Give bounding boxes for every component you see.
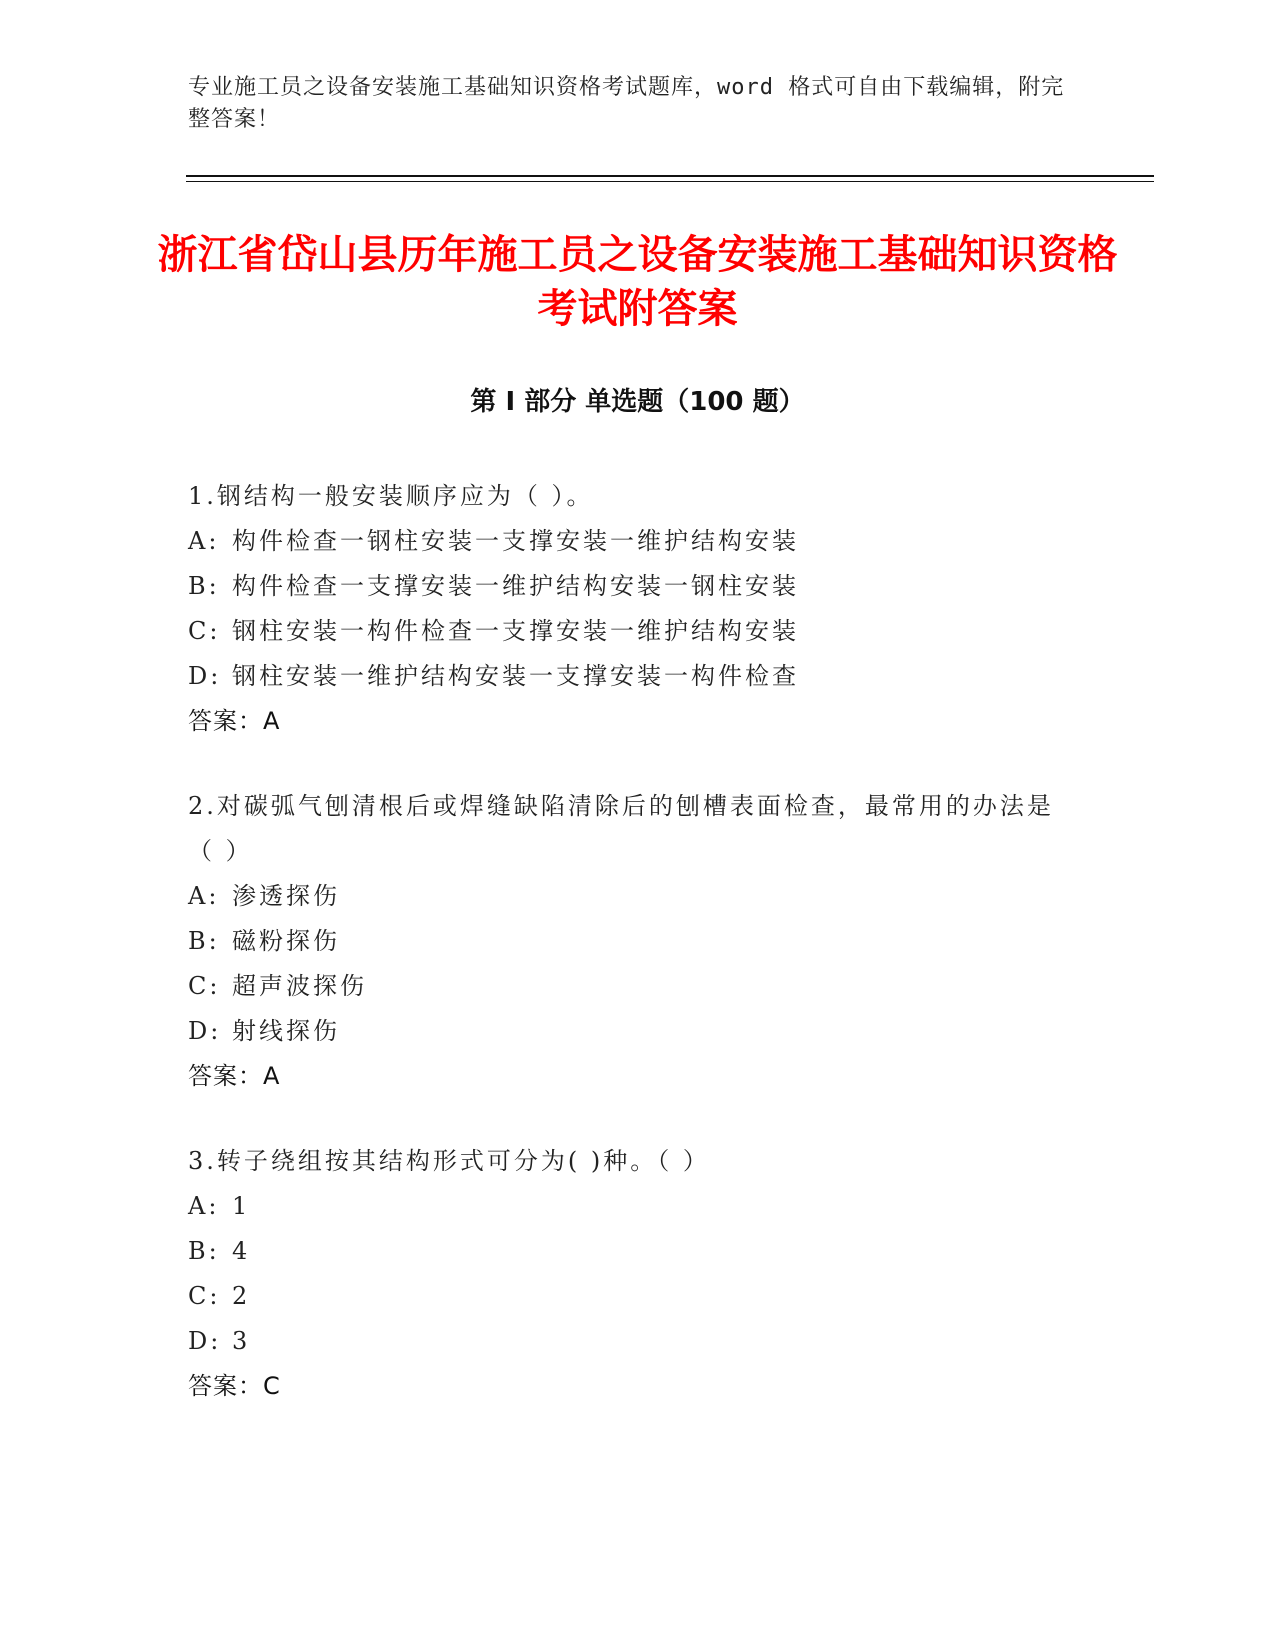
option-letter: D: xyxy=(188,1017,222,1045)
option-text: 构件检查一钢柱安装一支撑安装一维护结构安装 xyxy=(232,527,799,555)
option-d xyxy=(188,1009,1068,1054)
option-a xyxy=(188,874,1068,919)
option-d xyxy=(188,1319,1068,1364)
option-c xyxy=(188,609,1068,654)
option-text: 磁粉探伤 xyxy=(232,927,340,955)
option-letter: C: xyxy=(188,972,221,1000)
question-stem: 1.钢结构一般安装顺序应为（ ）。 xyxy=(188,482,594,510)
option-letter: D: xyxy=(188,1327,222,1355)
option-letter: D: xyxy=(188,662,222,690)
option-a xyxy=(188,1184,1068,1229)
header-note: 专业施工员之设备安装施工基础知识资格考试题库，word 格式可自由下载编辑，附完整答案！ xyxy=(188,75,1065,132)
option-letter: B: xyxy=(188,1237,220,1265)
header-divider xyxy=(186,175,1154,177)
section-title: 第 I 部分 单选题（100 题） xyxy=(470,387,805,417)
option-text: 钢柱安装一构件检查一支撑安装一维护结构安装 xyxy=(232,617,799,645)
document-title: 浙江省岱山县历年施工员之设备安装施工基础知识资格考试附答案 xyxy=(157,232,1118,332)
header-divider-thin xyxy=(186,181,1154,182)
option-text: 构件检查一支撑安装一维护结构安装一钢柱安装 xyxy=(232,572,799,600)
option-b xyxy=(188,1229,1068,1274)
option-text: 射线探伤 xyxy=(232,1017,340,1045)
question-stem: 3.转子绕组按其结构形式可分为( )种。（ ） xyxy=(188,1147,710,1175)
option-d xyxy=(188,654,1068,699)
option-letter: C: xyxy=(188,617,221,645)
answer-line: 答案：A xyxy=(188,1062,281,1090)
question-item xyxy=(188,474,1068,744)
option-letter: A: xyxy=(188,1192,220,1220)
option-text: 渗透探伤 xyxy=(232,882,340,910)
option-a xyxy=(188,519,1068,564)
option-text: 钢柱安装一维护结构安装一支撑安装一构件检查 xyxy=(232,662,799,690)
option-letter: B: xyxy=(188,927,220,955)
option-letter: B: xyxy=(188,572,220,600)
question-item xyxy=(188,784,1068,1099)
option-c xyxy=(188,964,1068,1009)
option-b xyxy=(188,564,1068,609)
option-text: 2 xyxy=(232,1282,251,1310)
option-b xyxy=(188,919,1068,964)
option-text: 3 xyxy=(232,1327,251,1355)
option-letter: C: xyxy=(188,1282,221,1310)
option-letter: A: xyxy=(188,882,220,910)
option-text: 超声波探伤 xyxy=(232,972,367,1000)
option-text: 1 xyxy=(232,1192,251,1220)
option-text: 4 xyxy=(232,1237,251,1265)
question-stem: 2.对碳弧气刨清根后或焊缝缺陷清除后的刨槽表面检查，最常用的办法是（ ） xyxy=(188,792,1054,865)
option-c xyxy=(188,1274,1068,1319)
option-letter: A: xyxy=(188,527,220,555)
question-list xyxy=(188,474,1068,1449)
answer-line: 答案：A xyxy=(188,707,281,735)
answer-line: 答案：C xyxy=(188,1372,281,1400)
question-item xyxy=(188,1139,1068,1409)
